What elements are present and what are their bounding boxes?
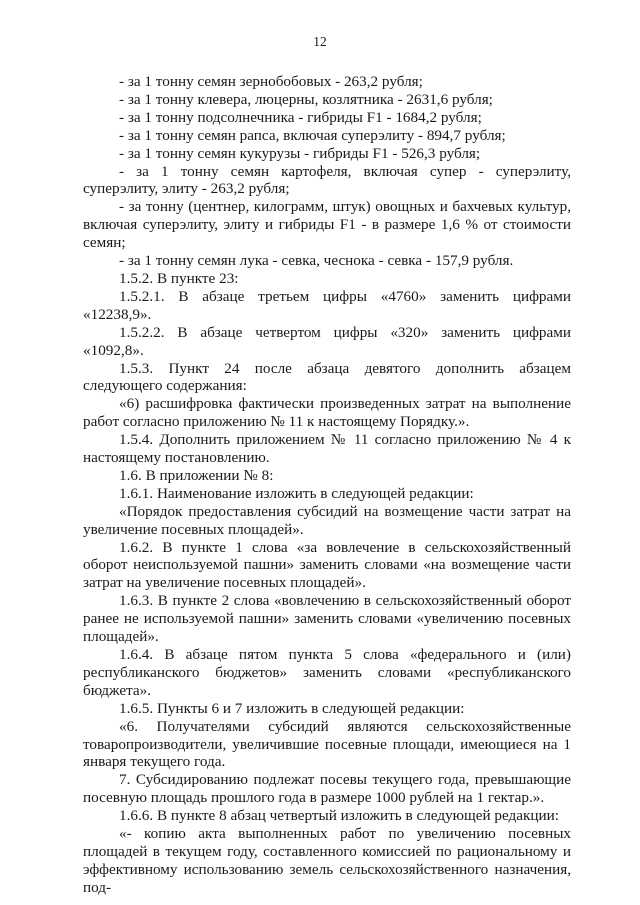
paragraph: - за 1 тонну семян рапса, включая суперэлиту - 894,7 рубля; [119, 126, 506, 144]
paragraph: 1.5.4. Дополнить приложением № 11 согласно приложению № 4 к настоящему постановлению. [83, 431, 571, 467]
paragraph: - за 1 тонну семян кукурузы - гибриды F1 - 526,3 рубля; [119, 144, 481, 162]
paragraph: - за 1 тонну подсолнечника - гибриды F1 - 1684,2 рубля; [119, 108, 482, 126]
paragraph: - за тонну (центнер, килограмм, штук) овощных и бахчевых культур, включая суперэлиту, элиту и гибриды F1 - в размере 1,6 % от стоимости семян; [83, 198, 571, 252]
paragraph: 1.6.3. В пункте 2 слова «вовлечению в сельскохозяйственный оборот ранее не используемой пашни» заменить словами «увеличению посевных площадей». [83, 592, 571, 646]
paragraph: - за 1 тонну семян зернобобовых - 263,2 рубля; [119, 73, 423, 90]
paragraph: «6. Получателями субсидий являются сельскохозяйственные товаропроизводители, увеличившие посевные площади, имеющиеся на 1 января текущего года. [83, 717, 571, 771]
paragraph: 1.5.2. В пункте 23: [119, 269, 239, 287]
paragraph: 1.5.2.1. В абзаце третьем цифры «4760» заменить цифрами «12238,9». [83, 287, 571, 323]
paragraph: 1.6.2. В пункте 1 слова «за вовлечение в сельскохозяйственный оборот неиспользуемой пашни» заменить словами «на возмещение части затрат на увеличение посевных площадей». [83, 538, 571, 592]
paragraph: «6) расшифровка фактически произведенных затрат на выполнение работ согласно приложению № 11 к настоящему Порядку.». [83, 395, 571, 431]
paragraph: 1.5.3. Пункт 24 после абзаца девятого дополнить абзацем следующего содержания: [83, 359, 571, 395]
paragraph: - за 1 тонну семян картофеля, включая супер - суперэлиту, суперэлиту, элиту - 263,2 рубля; [83, 162, 571, 198]
paragraph: 1.6.6. В пункте 8 абзац четвертый изложить в следующей редакции: [119, 807, 559, 825]
paragraph: «- копию акта выполненных работ по увеличению посевных площадей в текущем году, составленного комиссией по рациональному и эффективному использованию земель сельскохозяйственного назначения, под- [83, 825, 571, 896]
paragraph: 1.5.2.2. В абзаце четвертом цифры «320» заменить цифрами «1092,8». [83, 323, 571, 359]
paragraph: 1.6.5. Пункты 6 и 7 изложить в следующей редакции: [119, 699, 465, 717]
paragraph: 1.6.4. В абзаце пятом пункта 5 слова «федерального и (или) республиканского бюджетов» заменить словами «республиканского бюджета». [83, 646, 571, 699]
paragraph: 1.6. В приложении № 8: [119, 466, 274, 484]
paragraph: 7. Субсидированию подлежат посевы текущего года, превышающие посевную площадь прошлого года в размере 1000 рублей на 1 гектар.». [83, 771, 571, 807]
paragraph: - за 1 тонну семян лука - севка, чеснока - севка - 157,9 рубля. [119, 252, 514, 270]
paragraph: 1.6.1. Наименование изложить в следующей редакции: [119, 484, 474, 502]
document-body [83, 73, 571, 897]
paragraph: «Порядок предоставления субсидий на возмещение части затрат на увеличение посевных площадей». [83, 502, 571, 538]
paragraph: - за 1 тонну клевера, люцерны, козлятника - 2631,6 рубля; [119, 90, 493, 108]
page-number: 12 [313, 34, 327, 49]
